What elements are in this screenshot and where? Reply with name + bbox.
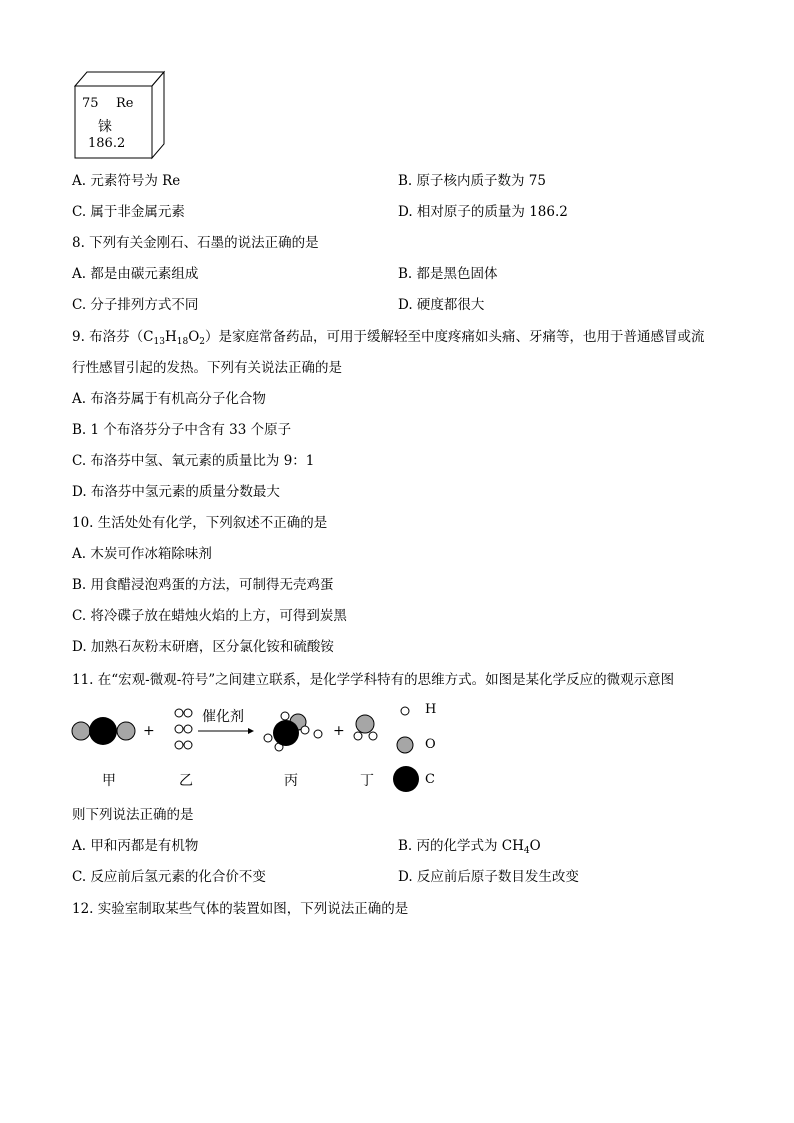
q10-option-b: B. 用食醋浸泡鸡蛋的方法，可制得无壳鸡蛋 [72, 577, 334, 593]
element-card [60, 68, 170, 160]
q7-option-b: B. 原子核内质子数为 75 [398, 173, 546, 189]
atomic-number: 75 [82, 96, 99, 111]
legend-o-atom [397, 737, 413, 753]
label-bing: 丙 [284, 773, 298, 789]
catalyst-label: 催化剂 [202, 709, 244, 725]
molecule-ding [354, 715, 377, 740]
q10-option-c: C. 将冷碟子放在蜡烛火焰的上方，可得到炭黑 [72, 608, 347, 624]
q7-option-d: D. 相对原子的质量为 186.2 [398, 204, 568, 220]
q8-option-a: A. 都是由碳元素组成 [72, 266, 199, 282]
q9-stem-end: ）是家庭常备药品，可用于缓解轻至中度疼痛如头痛、牙痛等，也用于普通感冒或流 [205, 329, 705, 345]
q9-sub-h: 18 [176, 337, 189, 347]
label-ding: 丁 [360, 773, 374, 789]
q8-stem: 8. 下列有关金刚石、石墨的说法正确的是 [72, 235, 319, 251]
q11-option-b-end: O [529, 838, 541, 854]
q7-option-a: A. 元素符号为 Re [72, 173, 181, 189]
q11-option-a: A. 甲和丙都是有机物 [72, 838, 199, 854]
reaction-diagram [0, 700, 794, 800]
q11-stem: 11. 在“宏观-微观-符号”之间建立联系，是化学学科特有的思维方式。如图是某化学反应的微观示意图 [72, 672, 675, 688]
plus-sign-2: + [333, 723, 345, 739]
reaction-arrowhead [248, 728, 254, 734]
legend-c-label: C [425, 772, 435, 787]
q11-option-c: C. 反应前后氢元素的化合价不变 [72, 869, 266, 885]
legend-h-atom [401, 707, 409, 715]
q9-option-c: C. 布洛芬中氢、氧元素的质量比为 9：1 [72, 453, 315, 469]
q12-stem: 12. 实验室制取某些气体的装置如图，下列说法正确的是 [72, 901, 409, 917]
q9-option-b: B. 1 个布洛芬分子中含有 33 个原子 [72, 422, 292, 438]
q11-option-b-sub: 4 [523, 846, 530, 856]
element-name: 铼 [98, 119, 112, 135]
q7-option-c: C. 属于非金属元素 [72, 204, 185, 220]
q11-option-d: D. 反应前后原子数目发生改变 [398, 869, 579, 885]
legend-c-atom [393, 766, 419, 792]
q10-option-d: D. 加熟石灰粉末研磨，区分氯化铵和硫酸铵 [72, 639, 334, 655]
q9-o: O [188, 329, 200, 345]
q11-option-b [398, 837, 541, 855]
molecule-bing [264, 712, 322, 751]
q8-option-b: B. 都是黑色固体 [398, 266, 498, 282]
legend-atoms [393, 707, 419, 792]
legend-h-label: H [425, 702, 437, 717]
q8-option-c: C. 分子排列方式不同 [72, 297, 199, 313]
element-symbol: Re [116, 96, 134, 111]
q9-sub-c: 13 [153, 337, 165, 347]
q9-stem [72, 328, 705, 346]
plus-sign-1: + [143, 723, 155, 739]
q9-option-d: D. 布洛芬中氢元素的质量分数最大 [72, 484, 280, 500]
legend-o-label: O [425, 737, 436, 752]
atomic-mass: 186.2 [88, 136, 126, 151]
q8-option-d: D. 硬度都很大 [398, 297, 485, 313]
q11-lead: 则下列说法正确的是 [72, 807, 194, 823]
q10-option-a: A. 木炭可作冰箱除味剂 [72, 546, 212, 562]
label-jia: 甲 [102, 773, 116, 789]
molecule-yi [175, 709, 192, 749]
q9-sub-o: 2 [199, 337, 206, 347]
label-yi: 乙 [179, 773, 193, 789]
q10-stem: 10. 生活处处有化学，下列叙述不正确的是 [72, 515, 328, 531]
q11-option-b-text: B. 丙的化学式为 CH [398, 838, 524, 854]
q9-stem-line2: 行性感冒引起的发热。下列有关说法正确的是 [72, 360, 342, 376]
q9-option-a: A. 布洛芬属于有机高分子化合物 [72, 391, 266, 407]
reaction-diagram-svg [0, 700, 794, 800]
q9-stem-start: 9. 布洛芬（C [72, 329, 154, 345]
q9-h: H [164, 329, 177, 345]
molecule-jia [72, 717, 135, 745]
